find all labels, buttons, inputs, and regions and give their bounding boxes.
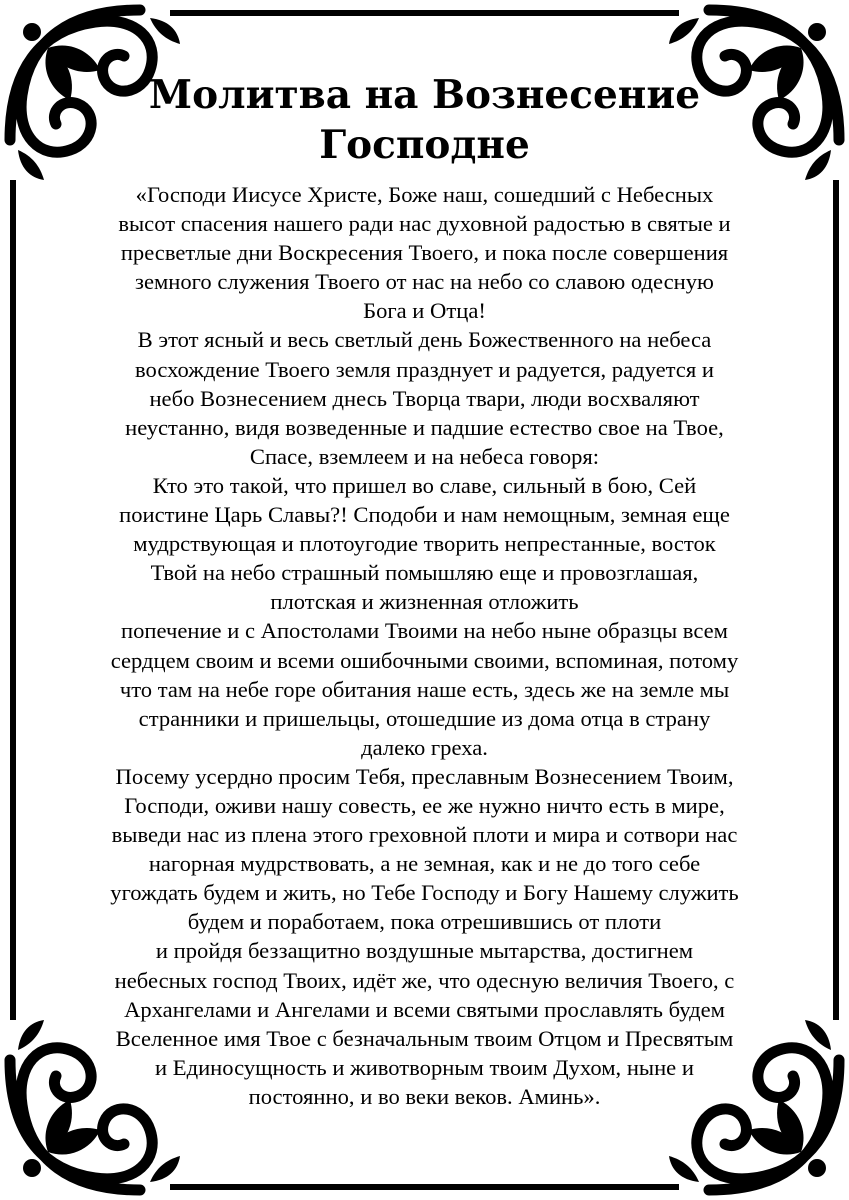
text-line: и Единосущность и животворным твоим Духом, ныне и [155, 1054, 694, 1080]
text-line: пресветлые дни Воскресения Твоего, и пока после совершения [120, 240, 729, 266]
text-line: постоянно, и во веки веков. Аминь». [248, 1083, 601, 1109]
prayer-body [80, 180, 769, 1111]
text-line: мудрствующая и плотоугодие творить непрестанные, восток [133, 531, 716, 557]
text-line: Господи, оживи нашу совесть, ее же нужно ничто есть в мире, [124, 792, 725, 818]
text-line: «Господи Иисусе Христе, Боже наш, сошедший с Небесных [135, 182, 714, 207]
text-line: Бога и Отца! [363, 298, 486, 324]
paragraph-5 [80, 762, 769, 937]
text-line: плотская и жизненная отложить [270, 589, 579, 615]
text-line: небесных господ Твоих, идёт же, что одесную величия Твоего, с [114, 967, 735, 993]
text-line: сердцем своим и всеми ошибочными своими, вспоминая, потому [110, 647, 739, 673]
paragraph-3 [80, 471, 769, 616]
text-line: Вселенное имя Твое с безначальным твоим Отцом и Пресвятым [115, 1025, 734, 1051]
text-line: нагорная мудрствовать, а не земная, как и не до того себе [148, 851, 701, 877]
text-line: что там на небе горе обитания наше есть, здесь же на земле мы [119, 676, 730, 702]
text-line: будем и поработаем, пока отрешившись от плоти [187, 909, 662, 935]
text-line: Спасе, вземлеем и на небеса говоря: [249, 443, 600, 469]
text-line: небо Вознесением днесь Творца твари, люди восхваляют [149, 385, 700, 411]
text-line: попечение и с Апостолами Твоими на небо ныне образцы всем [121, 618, 728, 644]
page-title [80, 70, 769, 170]
text-line: земного служения Твоего от нас на небо со славою одесную [135, 269, 714, 295]
text-line: высот спасения нашего ради нас духовной радостью в святые и [118, 211, 731, 237]
text-line: Посему усердно просим Тебя, преславным Вознесением Твоим, [115, 763, 734, 789]
text-line: и пройдя беззащитно воздушные мытарства, достигнем [155, 938, 694, 964]
text-line: выведи нас из плена этого греховной плоти и мира и сотвори нас [111, 822, 738, 848]
paragraph-4 [80, 616, 769, 761]
title-line: Молитва на Вознесение [148, 72, 701, 118]
paragraph-6 [80, 936, 769, 1111]
text-line: странники и пришельцы, отошедшие из дома отца в страну [138, 705, 711, 731]
paragraph-1 [80, 180, 769, 325]
text-line: Кто это такой, что пришел во славе, сильный в бою, Сей [152, 472, 697, 498]
paragraph-2 [80, 325, 769, 470]
text-line: далеко греха. [361, 734, 488, 760]
text-line: В этот ясный и весь светлый день Божественного на небеса [137, 327, 712, 353]
text-line: угождать будем и жить, но Тебе Господу и Богу Нашему служить [110, 880, 739, 906]
title-line: Господне [319, 122, 530, 168]
text-line: поистине Царь Славы?! Сподоби и нам немощным, земная еще [119, 502, 730, 528]
text-line: Архангелами и Ангелами и всеми святыми прославлять будем [124, 996, 725, 1022]
text-line: Твой на небо страшный помышляю еще и провозглашая, [150, 560, 699, 586]
text-line: неустанно, видя возведенные и падшие естество свое на Твое, [125, 414, 724, 440]
prayer-content [80, 70, 769, 1111]
text-line: восхождение Твоего земля празднует и радуется, радуется и [135, 356, 714, 382]
